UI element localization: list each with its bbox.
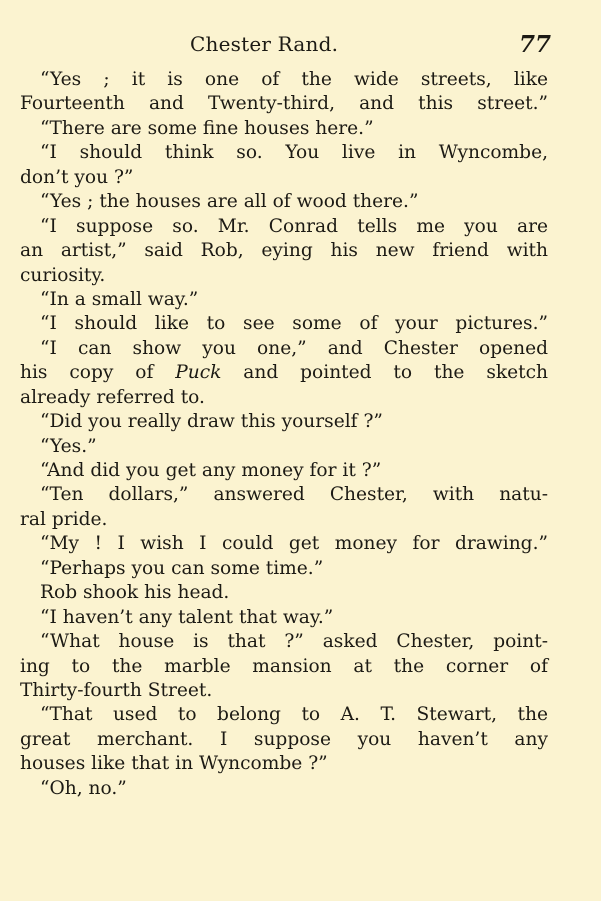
text-span: and pointed to the sketch [221, 362, 549, 384]
page-number: 77 [519, 31, 552, 58]
text-line: “I can show you one,” and Chester opened [40, 337, 548, 359]
text-line: Thirty-fourth Street. [20, 679, 213, 701]
text-line: “Perhaps you can some time.” [40, 557, 324, 579]
text-line: “Ten dollars,” answered Chester, with natu- [40, 484, 548, 506]
text-line: “My ! I wish I could get money for drawing.” [40, 533, 548, 555]
text-line: “I suppose so. Mr. Conrad tells me you are [40, 215, 548, 237]
text-line: “Oh, no.” [40, 777, 127, 799]
text-line: “Yes ; it is one of the wide streets, like [40, 69, 548, 90]
text-line: ing to the marble mansion at the corner of [20, 655, 548, 677]
text-line [20, 361, 548, 385]
text-line: “I haven’t any talent that way.” [40, 606, 334, 628]
text-line: an artist,” said Rob, eying his new friend with [20, 240, 548, 262]
text-line: “What house is that ?” asked Chester, point- [40, 631, 548, 653]
text-line: “I should like to see some of your pictures.” [40, 313, 548, 335]
text-line: curiosity. [20, 264, 106, 286]
text-span: his copy of [20, 362, 176, 384]
text-line: “In a small way.” [40, 288, 199, 310]
italic-title: Puck [175, 362, 222, 384]
text-line: Fourteenth and Twenty-third, and this street.” [20, 93, 548, 115]
text-line: “Yes.” [40, 435, 97, 457]
text-line: “I should think so. You live in Wyncombe, [40, 142, 548, 164]
text-line: “That used to belong to A. T. Stewart, the [40, 704, 548, 726]
text-line: “Yes ; the houses are all of wood there.” [40, 191, 419, 213]
text-line: Rob shook his head. [40, 582, 230, 604]
text-line: “And did you get any money for it ?” [40, 460, 382, 481]
text-line: “Did you really draw this yourself ?” [40, 411, 383, 433]
text-line: “There are some fine houses here.” [40, 117, 374, 139]
text-line: ral pride. [20, 508, 108, 530]
text-line: great merchant. I suppose you haven’t any [20, 728, 548, 750]
running-title: Chester Rand. [190, 32, 339, 56]
body-text [20, 68, 548, 801]
text-line: houses like that in Wyncombe ?” [20, 753, 328, 775]
text-line: already referred to. [20, 386, 205, 408]
text-line: don’t you ?” [20, 166, 134, 188]
